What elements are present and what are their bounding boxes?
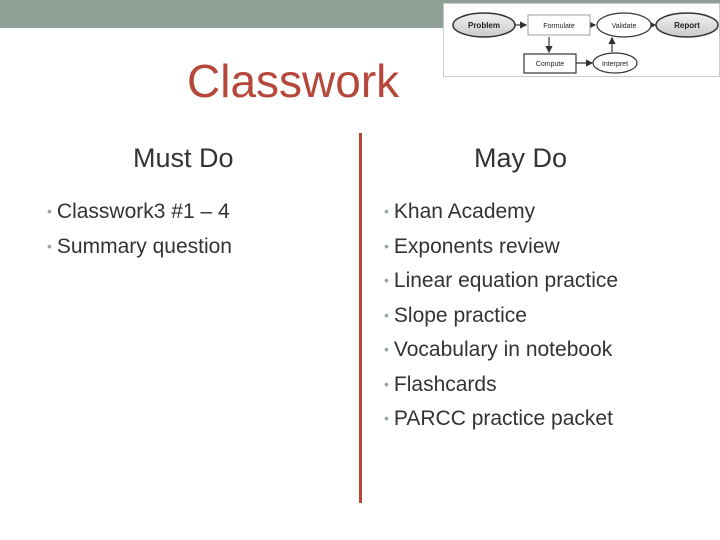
may-do-list bbox=[384, 194, 618, 436]
list-item-text: Summary question bbox=[56, 234, 232, 258]
list-item bbox=[384, 194, 618, 229]
diagram-svg bbox=[444, 4, 720, 78]
list-item-text: PARCC practice packet bbox=[393, 407, 613, 430]
slide-title: Classwork bbox=[187, 55, 400, 107]
list-item bbox=[384, 332, 618, 367]
may-do-heading: May Do bbox=[474, 143, 568, 173]
bullet-icon: • bbox=[384, 375, 389, 392]
bullet-icon: • bbox=[384, 341, 389, 357]
node-validate-label: Validate bbox=[611, 23, 637, 30]
list-item bbox=[384, 229, 618, 264]
list-item bbox=[384, 263, 618, 298]
list-item-text: Khan Academy bbox=[393, 200, 536, 223]
column-divider bbox=[359, 133, 362, 503]
node-compute-label: Compute bbox=[535, 61, 565, 68]
list-item bbox=[384, 401, 618, 436]
bullet-icon: • bbox=[47, 237, 52, 254]
node-problem-label: Problem bbox=[467, 21, 501, 30]
must-do-heading: Must Do bbox=[133, 143, 234, 173]
list-item-text: Slope practice bbox=[393, 303, 527, 327]
bullet-icon: • bbox=[47, 203, 52, 219]
bullet-icon: • bbox=[384, 237, 389, 254]
bullet-icon: • bbox=[384, 306, 389, 323]
list-item-text: Exponents review bbox=[393, 234, 560, 258]
bullet-icon: • bbox=[384, 203, 389, 219]
list-item bbox=[47, 194, 232, 229]
must-do-list bbox=[47, 194, 232, 263]
node-interpret-label: Interpret bbox=[601, 61, 629, 68]
list-item bbox=[47, 229, 232, 264]
list-item-text: Linear equation practice bbox=[393, 269, 619, 292]
modeling-cycle-diagram bbox=[443, 3, 720, 77]
list-item-text: Flashcards bbox=[393, 372, 497, 396]
node-report-label: Report bbox=[674, 21, 700, 30]
list-item-text: Vocabulary in notebook bbox=[393, 338, 613, 361]
bullet-icon: • bbox=[384, 272, 389, 288]
list-item bbox=[384, 367, 618, 402]
node-formulate-label: Formulate bbox=[543, 23, 575, 30]
bullet-icon: • bbox=[384, 410, 389, 426]
list-item bbox=[384, 298, 618, 333]
list-item-text: Classwork3 #1 – 4 bbox=[56, 200, 230, 223]
